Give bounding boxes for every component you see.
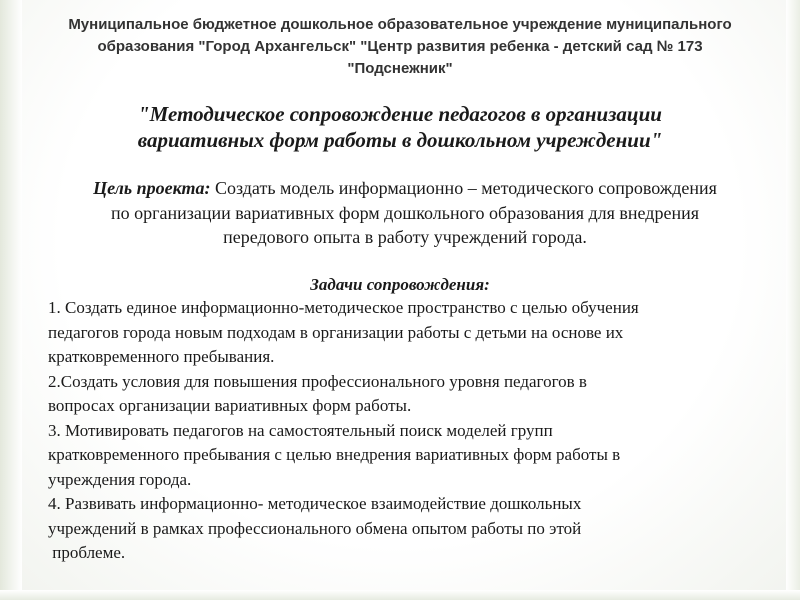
header-line-3: "Подснежник" — [347, 60, 453, 77]
task-3-line-2: кратковременного пребывания с целью внедрения вариативных форм работы в — [48, 445, 621, 464]
task-4-line-1: 4. Развивать информационно- методическое взаимодействие дошкольных — [48, 494, 582, 513]
task-2-line-1: 2.Создать условия для повышения профессионального уровня педагогов в — [48, 371, 587, 391]
title-line-2: вариативных форм работы в дошкольном учреждении" — [137, 128, 663, 152]
left-decorative-band — [0, 0, 22, 600]
project-goal — [40, 176, 770, 250]
institution-header — [40, 14, 760, 80]
task-item-2 — [48, 370, 768, 419]
task-item-3 — [48, 419, 768, 493]
goal-text-1: Создать модель информационно – методического сопровождения — [210, 178, 717, 198]
project-title — [60, 101, 740, 153]
title-line-1: "Методическое сопровождение педагогов в организации — [138, 102, 662, 126]
task-4-line-2: учреждений в рамках профессионального обмена опытом работы по этой — [48, 518, 582, 538]
task-item-1 — [48, 296, 768, 370]
task-3-line-1: 3. Мотивировать педагогов на самостоятельный поиск моделей групп — [48, 420, 553, 440]
task-1-line-3: кратковременного пребывания. — [48, 347, 275, 366]
task-item-4 — [48, 492, 768, 566]
header-line-2: образования "Город Архангельск" "Центр развития ребенка - детский сад № 173 — [97, 38, 703, 55]
bottom-decorative-band — [0, 590, 800, 600]
goal-line-3: передового опыта в работу учреждений города. — [223, 227, 587, 247]
tasks-heading: Задачи сопровождения: — [310, 275, 490, 294]
tasks-list — [48, 296, 768, 566]
task-3-line-3: учреждения города. — [48, 469, 192, 489]
task-1-line-2: педагогов города новым подходам в организации работы с детьми на основе их — [48, 322, 624, 342]
goal-label: Цель проекта: — [93, 178, 211, 198]
task-1-line-1: 1. Создать единое информационно-методическое пространство с целью обучения — [48, 298, 639, 317]
task-2-line-2: вопросах организации вариативных форм работы. — [48, 396, 412, 415]
header-line-1: Муниципальное бюджетное дошкольное образовательное учреждение муниципального — [68, 16, 732, 33]
right-decorative-band — [786, 0, 800, 600]
task-4-line-3: проблеме. — [48, 543, 126, 562]
goal-line-2: по организации вариативных форм дошкольного образования для внедрения — [111, 202, 699, 223]
goal-line-1 — [40, 176, 770, 201]
